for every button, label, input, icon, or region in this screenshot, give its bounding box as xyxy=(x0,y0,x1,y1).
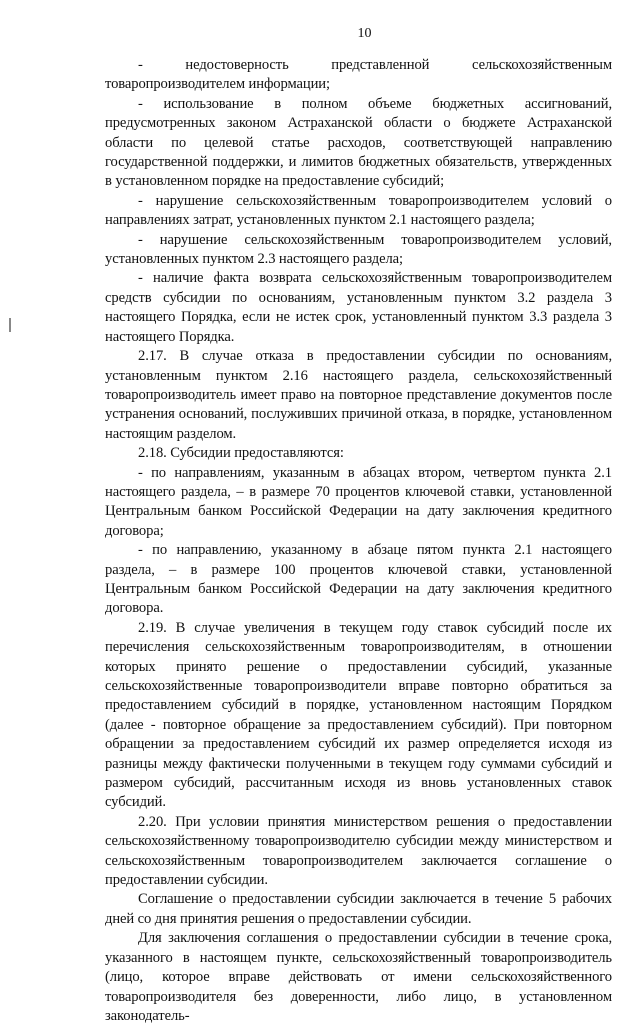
paragraph: - нарушение сельскохозяйственным товаропроизводителем условий о направлениях затрат, установленных пунктом 2.1 настоящего раздела; xyxy=(105,192,612,229)
paragraph: - недостоверность представленной сельскохозяйственным товаропроизводителем информации; xyxy=(105,57,612,93)
paragraph: 2.17. В случае отказа в предоставлении субсидии по основаниям, установленным пунктом 2.16 настоящего раздела, сельскохозяйственный товаропроизводитель имеет право на повторное представление документов после устранения оснований, послуживших причиной отказа, в порядке, установленном настоящим разделом. xyxy=(105,348,612,442)
scan-margin-mark xyxy=(9,318,11,332)
paragraph: Соглашение о предоставлении субсидии заключается в течение 5 рабочих дней со дня принятия решения о предоставлении субсидии. xyxy=(105,891,612,927)
document-body xyxy=(105,56,612,1026)
paragraph: - по направлению, указанному в абзаце пятом пункта 2.1 настоящего раздела, – в размере 100 процентов ключевой ставки, установленной Центральным банком Российской Федерации на дату заключения кредитного договора. xyxy=(105,542,612,617)
paragraph: 2.19. В случае увеличения в текущем году ставок субсидий после их перечисления сельскохозяйственным товаропроизводителям, в отношении которых принято решение о предоставлении субсидий, указанные сельскохозяйственные товаропроизводители вправе повторно обратиться за предоставлением субсидий в порядке, установленном настоящим Порядком (далее - повторное обращение за предоставлением субсидий). При повторном обращении за предоставлением субсидий их размер определяется исходя из разницы между фактически полученными в текущем году суммами субсидий и размером субсидий, рассчитанным исходя из вновь установленных ставок субсидий. xyxy=(105,619,612,811)
paragraph: - использование в полном объеме бюджетных ассигнований, предусмотренных законом Астраханской области о бюджете Астраханской области по целевой статье расходов, соответствующей направлению государственной поддержки, и лимитов бюджетных обязательств, утвержденных в установленном порядке на предоставление субсидий; xyxy=(105,95,612,190)
paragraph: - нарушение сельскохозяйственным товаропроизводителем условий, установленных пунктом 2.3 настоящего раздела; xyxy=(105,231,612,268)
paragraph: - наличие факта возврата сельскохозяйственным товаропроизводителем средств субсидии по основаниям, установленным пунктом 3.2 раздела 3 настоящего Порядка, если не истек срок, установленный пунктом 3.3 раздела 3 настоящего Порядка. xyxy=(105,270,612,345)
paragraph: 2.20. При условии принятия министерством решения о предоставлении сельскохозяйственному товаропроизводителю субсидии между министерством и сельскохозяйственным товаропроизводителем заключается соглашение о предоставлении субсидии. xyxy=(105,813,612,889)
paragraph: 2.18. Субсидии предоставляются: xyxy=(138,445,344,462)
paragraph: - по направлениям, указанным в абзацах втором, четвертом пункта 2.1 настоящего раздела, – в размере 70 процентов ключевой ставки, установленной Центральным банком Российской Федерации на дату заключения кредитного договора; xyxy=(105,464,612,539)
paragraph: Для заключения соглашения о предоставлении субсидии в течение срока, указанного в настоящем пункте, сельскохозяйственный товаропроизводитель (лицо, которое вправе действовать от имени сельскохозяйственного товаропроизводителя без доверенности, либо лицо, в установленном законодатель- xyxy=(105,930,612,1024)
page-number: 10 xyxy=(357,26,372,41)
